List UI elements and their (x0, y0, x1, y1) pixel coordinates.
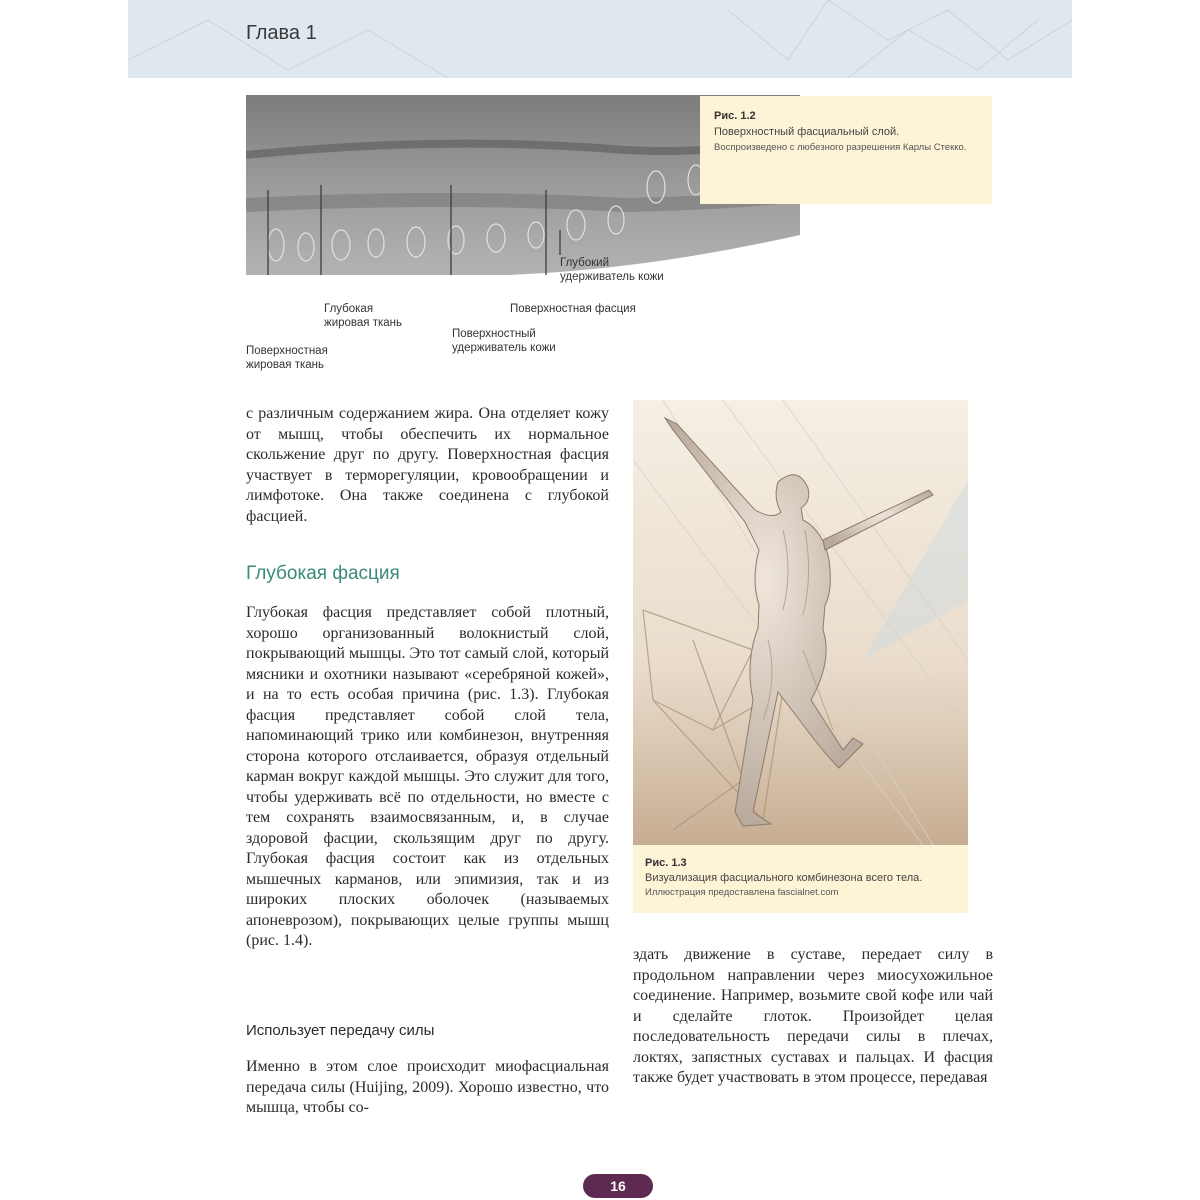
label-superficial-fascia: Поверхностная фасция (510, 303, 636, 315)
figure-1-3-caption (633, 845, 968, 913)
figure-1-2-caption-text: Поверхностный фасциальный слой. (714, 126, 900, 138)
book-page (128, 0, 1072, 1200)
figure-1-3-caption-credit: Иллюстрация предоставлена fascialnet.com (645, 887, 839, 898)
figure-1-3-caption-title: Рис. 1.3 (645, 857, 687, 869)
figure-1-3-image (633, 400, 968, 845)
chapter-header (128, 0, 1072, 78)
figure-1-3-caption-text: Визуализация фасциального комбинезона всего тела. (645, 872, 923, 884)
heading-deep-fascia: Глубокая фасция (246, 563, 400, 584)
figure-1-2-caption-title: Рис. 1.2 (714, 110, 756, 122)
page-number: 16 (583, 1174, 653, 1198)
chapter-title: Глава 1 (246, 22, 317, 44)
label-superficial-fat: Поверхностная жировая ткань (246, 345, 328, 371)
figure-1-2-caption (700, 96, 992, 204)
paragraph-force: Именно в этом слое происходит миофасциальная передача силы (Huijing, 2009). Хорошо известно, что мышца, чтобы со- (246, 1058, 609, 1116)
heading-force-transmission: Использует передачу силы (246, 1022, 435, 1039)
label-deep-retinaculum: Глубокий удерживатель кожи (560, 257, 664, 283)
paragraph-top: с различным содержанием жира. Она отделяет кожу от мышц, чтобы обеспечить их нормальное скольжение друг по другу. Поверхностная фасция участвует в терморегуляции, кровообращении и лимфотоке. Она также соединена с глубокой фасцией. (246, 405, 609, 525)
figure-1-2-caption-credit: Воспроизведено с любезного разрешения Карлы Стекко. (714, 142, 967, 153)
paragraph-deep-fascia: Глубокая фасция представляет собой плотный, хорошо организованный волокнистый слой, покрывающий мышцы. Это тот самый слой, который мясники и охотники называют «серебряной кожей», и на то есть особая причина (рис. 1.3). Глубокая фасция представляет собой слой тела, напоминающий трико или комбинезон, внутренняя сторона которого отслаивается, образуя отдельный карман вокруг каждой мышцы. Это служит для того, чтобы удерживать всё по отдельности, но вместе с тем сохранять взаимосвязанным, и, в случае здоровой фасции, скользящим друг по другу. Глубокая фасция состоит как из отдельных мышечных карманов, или эпимизия, так и из широких плоских оболочек (называемых апоневрозом), покрывающих целые группы мышц (рис. 1.4). (246, 604, 609, 949)
label-deep-fat: Глубокая жировая ткань (324, 303, 402, 329)
label-superficial-retinaculum: Поверхностный удерживатель кожи (452, 328, 556, 354)
paragraph-column-2: здать движение в суставе, передает силу в продольном направлении через миосухожильное соединение. Например, возьмите свой кофе или чай и сделайте глоток. Произойдет целая последовательность передачи силы в плечах, локтях, запястных суставах и пальцах. И фасция также будет участвовать в этом процессе, передавая (633, 946, 993, 1086)
